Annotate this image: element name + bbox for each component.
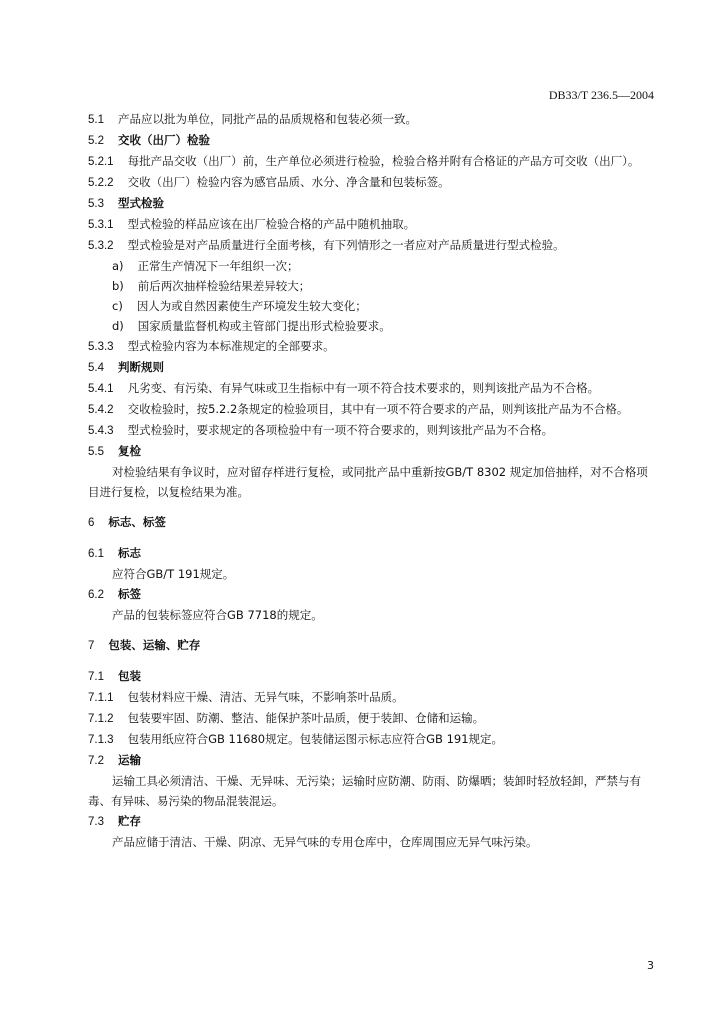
clause-number: 5.4.2 xyxy=(88,404,114,416)
clause-number: 7.1.2 xyxy=(88,713,114,725)
list-text: 因人为或自然因素使生产环境发生较大变化； xyxy=(136,299,367,313)
clause-text: 型式检验时，要求规定的各项检验中有一项不符合要求的，则判该批产品为不合格。 xyxy=(127,423,554,437)
clause-number: 6.2 xyxy=(88,589,104,601)
chapter-number: 6 xyxy=(88,517,95,529)
clause-7-1 xyxy=(88,666,656,687)
clause-number: 7.1 xyxy=(88,671,104,683)
list-item-c xyxy=(88,296,656,316)
clause-text: 交收检验时，按5.2.2条规定的检验项目，其中有一项不符合要求的产品，则判该批产品为不合格。 xyxy=(127,402,629,416)
clause-number: 7.2 xyxy=(88,755,104,767)
clause-text: 每批产品交收（出厂）前，生产单位必须进行检验，检验合格并附有合格证的产品方可交收（出厂）。 xyxy=(127,154,640,168)
clause-title: 运输 xyxy=(118,753,141,767)
list-text: 国家质量监督机构或主管部门提出形式检验要求。 xyxy=(137,319,391,333)
clause-title: 复检 xyxy=(118,444,141,458)
clause-5-3-3 xyxy=(88,336,656,357)
list-label: b) xyxy=(112,279,124,293)
clause-number: 7.1.3 xyxy=(88,734,114,746)
clause-5-5 xyxy=(88,441,656,462)
clause-title: 贮存 xyxy=(118,814,141,828)
clause-number: 5.4.3 xyxy=(88,425,114,437)
chapter-title: 包装、运输、贮存 xyxy=(108,638,201,652)
clause-title: 标志 xyxy=(118,546,141,560)
clause-number: 5.4.1 xyxy=(88,383,114,395)
clause-title: 型式检验 xyxy=(118,196,164,210)
clause-text: 产品应以批为单位，同批产品的品质规格和包装必须一致。 xyxy=(118,112,417,126)
clause-5-4 xyxy=(88,357,656,378)
clause-number: 5.1 xyxy=(88,114,104,126)
clause-text: 包装要牢固、防潮、整洁、能保护茶叶品质，便于装卸、仓储和运输。 xyxy=(127,711,485,725)
clause-number: 5.4 xyxy=(88,362,104,374)
list-item-a xyxy=(88,256,656,276)
clause-5-2-2 xyxy=(88,172,656,193)
clause-text: 交收（出厂）检验内容为感官品质、水分、净含量和包装标签。 xyxy=(127,175,450,189)
chapter-number: 7 xyxy=(88,640,95,652)
clause-number: 7.1.1 xyxy=(88,692,114,704)
list-label: a) xyxy=(112,259,124,273)
clause-text: 应符合GB/T 191规定。 xyxy=(112,567,235,581)
clause-7-2 xyxy=(88,750,656,771)
clause-number: 5.2.2 xyxy=(88,177,114,189)
clause-title: 交收（出厂）检验 xyxy=(118,133,210,147)
clause-number: 5.3 xyxy=(88,198,104,210)
clause-number: 5.2 xyxy=(88,135,104,147)
clause-text: 凡劣变、有污染、有异气味或卫生指标中有一项不符合技术要求的，则判该批产品为不合格。 xyxy=(127,381,600,395)
clause-number: 5.5 xyxy=(88,446,104,458)
clause-5-4-2 xyxy=(88,399,656,420)
clause-number: 5.2.1 xyxy=(88,156,114,168)
list-text: 正常生产情况下一年组织一次； xyxy=(137,259,299,273)
clause-5-4-3 xyxy=(88,420,656,441)
document-body xyxy=(88,109,656,852)
clause-5-4-1 xyxy=(88,378,656,399)
clause-number: 5.3.1 xyxy=(88,219,114,231)
chapter-6 xyxy=(88,512,656,533)
list-text: 前后两次抽样检验结果差异较大； xyxy=(137,279,311,293)
clause-5-3 xyxy=(88,193,656,214)
list-item-d xyxy=(88,316,656,336)
page-number: 3 xyxy=(647,959,654,972)
clause-text: 型式检验的样品应该在出厂检验合格的产品中随机抽取。 xyxy=(127,217,416,231)
list-label: d) xyxy=(112,319,124,333)
clause-text: 包装用纸应符合GB 11680规定。包装储运图示标志应符合GB 191规定。 xyxy=(127,732,504,746)
clause-6-1 xyxy=(88,543,656,564)
chapter-title: 标志、标签 xyxy=(108,515,166,529)
clause-text: 包装材料应干燥、清洁、无异气味，不影响茶叶品质。 xyxy=(127,690,404,704)
clause-text: 对检验结果有争议时，应对留存样进行复检，或同批产品中重新按GB/T 8302 规定加倍抽样，对不合格项目进行复检，以复检结果为准。 xyxy=(88,465,648,499)
clause-number: 5.3.2 xyxy=(88,240,114,252)
clause-5-2 xyxy=(88,130,656,151)
chapter-7 xyxy=(88,635,656,656)
clause-number: 5.3.3 xyxy=(88,341,114,353)
clause-text: 型式检验是对产品质量进行全面考核，有下列情形之一者应对产品质量进行型式检验。 xyxy=(127,238,565,252)
clause-title: 判断规则 xyxy=(118,360,164,374)
clause-6-2 xyxy=(88,584,656,605)
clause-title: 包装 xyxy=(118,669,141,683)
clause-5-3-1 xyxy=(88,214,656,235)
clause-text: 运输工具必须清洁、干燥、无异味、无污染；运输时应防潮、防雨、防爆晒；装卸时轻放轻卸，严禁与有毒、有异味、易污染的物品混装混运。 xyxy=(88,774,641,808)
document-code: DB33/T 236.5—2004 xyxy=(548,88,654,102)
clause-5-3-2 xyxy=(88,235,656,256)
clause-title: 标签 xyxy=(118,587,141,601)
clause-number: 7.3 xyxy=(88,816,104,828)
list-item-b xyxy=(88,276,656,296)
clause-text: 产品的包装标签应符合GB 7718的规定。 xyxy=(112,608,323,622)
clause-5-2-1 xyxy=(88,151,656,172)
clause-number: 6.1 xyxy=(88,548,104,560)
clause-text: 型式检验内容为本标准规定的全部要求。 xyxy=(127,339,335,353)
clause-7-3 xyxy=(88,811,656,832)
list-label: c) xyxy=(112,299,123,313)
clause-text: 产品应储于清洁、干燥、阴凉、无异气味的专用仓库中，仓库周围应无异气味污染。 xyxy=(112,835,538,849)
clause-7-1-3 xyxy=(88,729,656,750)
clause-7-1-1 xyxy=(88,687,656,708)
clause-5-1 xyxy=(88,109,656,130)
clause-7-1-2 xyxy=(88,708,656,729)
